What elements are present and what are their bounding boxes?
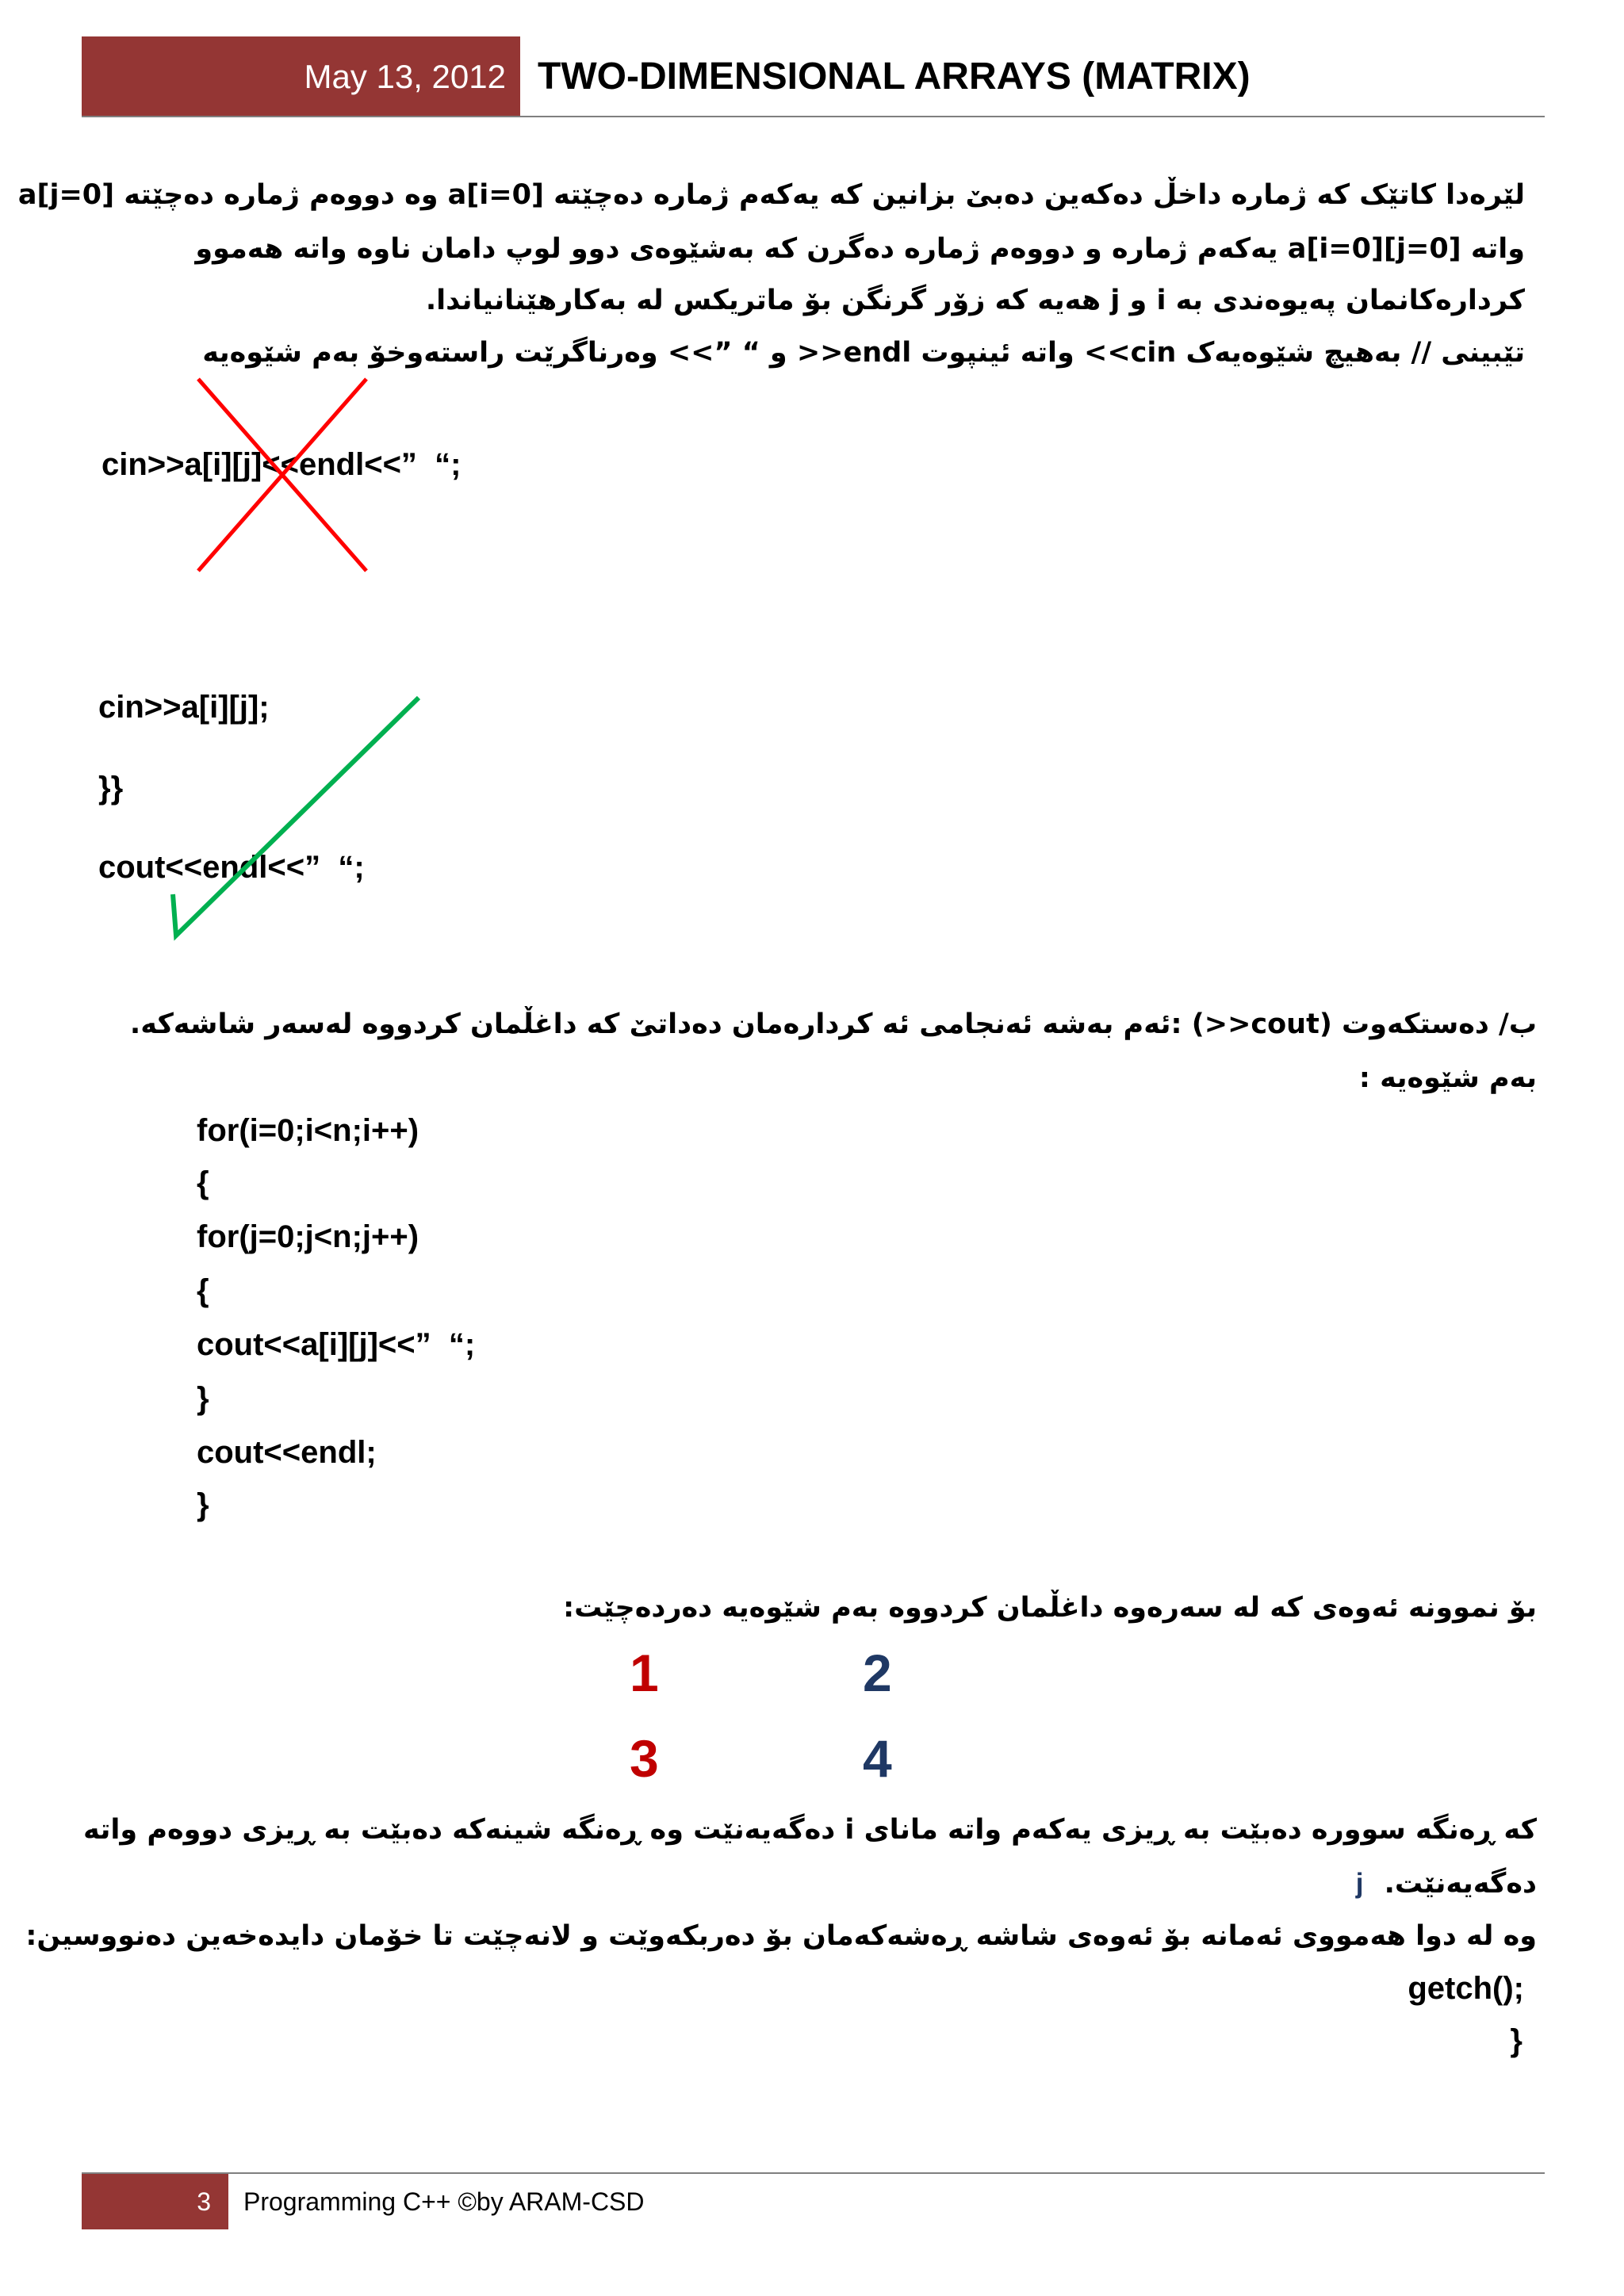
code-output-line-8: } bbox=[197, 1487, 209, 1522]
explain-line-3: وە لە دوا هەمووی ئەمانە بۆ ئەوەی شاشە ڕەشەکەمان بۆ دەربکەوێت و لانەچێت تا خۆمان دایدەخەین دەنووسین: bbox=[25, 1920, 1537, 1952]
matrix-cell-3: 3 bbox=[630, 1729, 659, 1788]
intro-line-3: کردارەکانمان پەیوەندی بە i و j هەیە کە زۆر گرنگن بۆ ماتریکس لە بەکارهێنانیاندا. bbox=[425, 285, 1525, 316]
check-mark bbox=[173, 698, 419, 936]
header-date: May 13, 2012 bbox=[82, 36, 520, 117]
page-number: 3 bbox=[82, 2174, 228, 2229]
code-output-line-1: for(i=0;i<n;i++) bbox=[197, 1113, 419, 1148]
cross-mark bbox=[198, 379, 366, 571]
code-closing-brace: } bbox=[1510, 2023, 1522, 2058]
code-output-line-4: { bbox=[197, 1273, 209, 1308]
code-wrong: cin>>a[i][j]<<endl<<” “; bbox=[102, 447, 462, 482]
footer-text: Programming C++ ©by ARAM-CSD bbox=[243, 2187, 645, 2216]
matrix-cell-4: 4 bbox=[863, 1729, 892, 1788]
code-output-line-6: } bbox=[197, 1381, 209, 1416]
code-right-line-2: }} bbox=[98, 771, 124, 806]
intro-line-1: لێرەدا کاتێک کە ژمارە داخڵ دەکەین دەبێ بزانین کە یەکەم ژمارە دەچێتە a[i=0] وە دووەم ژمارە دەچێتە a[j=0] bbox=[17, 179, 1525, 211]
code-output-line-5: cout<<a[i][j]<<” “; bbox=[197, 1327, 476, 1362]
code-output-line-2: { bbox=[197, 1165, 209, 1200]
example-text: بۆ نموونە ئەوەی کە لە سەرەوە داغڵمان کردووە بەم شێوەیە دەردەچێت: bbox=[563, 1592, 1537, 1624]
output-heading: ب/ دەستکەوت (cout<<) :ئەم بەشە ئەنجامی ئە کردارەمان دەداتێ کە داغڵمان کردووە لەسەر شاشەکە. bbox=[129, 1008, 1537, 1040]
explain-var-j: j bbox=[1355, 1868, 1364, 1899]
explain-line-2: دەگەیەنێت. bbox=[1384, 1868, 1537, 1900]
matrix-cell-1: 1 bbox=[630, 1644, 659, 1702]
code-getch: getch(); bbox=[1408, 1971, 1524, 2006]
code-right-line-1: cin>>a[i][j]; bbox=[98, 690, 270, 725]
code-output-line-7: cout<<endl; bbox=[197, 1435, 377, 1470]
output-subheading: بەم شێوەیە : bbox=[1358, 1062, 1537, 1094]
matrix-cell-2: 2 bbox=[863, 1644, 892, 1702]
explain-line-1: کە ڕەنگە سوورە دەبێت بە ڕیزی یەکەم واتە مانای i دەگەیەنێت وە ڕەنگە شینەکە دەبێت بە ڕیزی دووەم واتە bbox=[83, 1814, 1537, 1846]
page-title: TWO-DIMENSIONAL ARRAYS (MATRIX) bbox=[538, 55, 1251, 98]
intro-line-2: واتە a[i=0][j=0] یەکەم ژمارە و دووەم ژمارە دەگرن کە بەشێوەی دوو لوپ دامان ناوە واتە هەموو bbox=[195, 233, 1525, 265]
code-right-line-3: cout<<endl<<” “; bbox=[98, 850, 365, 885]
code-output-line-3: for(j=0;j<n;j++) bbox=[197, 1219, 419, 1254]
intro-note: تێبینی // بەهیچ شێوەیەک cin>> واتە ئینپوت endl<< و “ ”>> وەرناگرێت راستەوخۆ بەم شێوەیە bbox=[202, 337, 1525, 369]
